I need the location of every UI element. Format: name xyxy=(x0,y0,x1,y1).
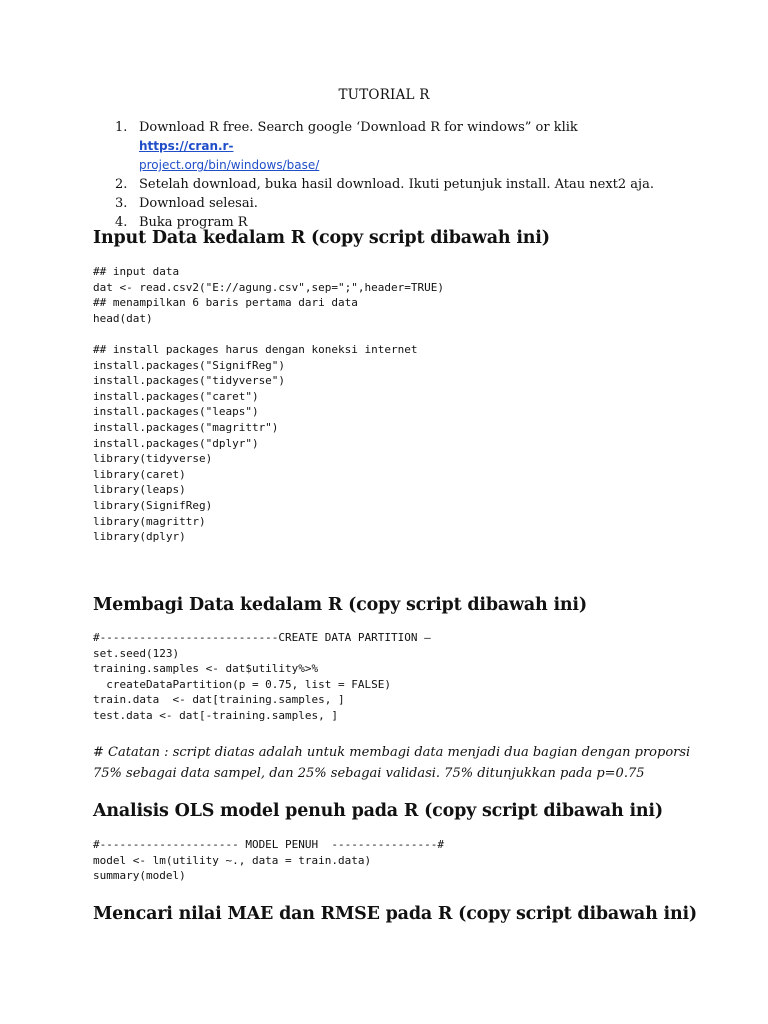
section-heading-ols: Analisis OLS model penuh pada R (copy script dibawah ini) xyxy=(93,801,663,821)
list-number: 2. xyxy=(115,177,128,192)
section-heading-input-data: Input Data kedalam R (copy script dibawah ini) xyxy=(93,228,550,248)
list-item xyxy=(115,175,675,194)
step-text: Buka program R xyxy=(139,215,248,230)
list-item xyxy=(115,118,675,175)
list-number: 4. xyxy=(115,215,128,230)
list-number: 3. xyxy=(115,196,128,211)
step-text: Setelah download, buka hasil download. Ikuti petunjuk install. Atau next2 aja. xyxy=(139,177,654,192)
step-text: Download selesai. xyxy=(139,196,258,211)
list-number: 1. xyxy=(115,120,128,135)
install-steps-list xyxy=(115,118,675,232)
code-block-partition: #---------------------------CREATE DATA PARTITION – set.seed(123) training.samples <- dat$utility%>% createDataPartition(p = 0.75, list = FALSE) train.data <- dat[training.samples, ] test.data <- dat[-training.samples, ] xyxy=(93,631,431,722)
cran-link[interactable]: https://cran.r- xyxy=(139,139,234,153)
section-heading-mae-rmse: Mencari nilai MAE dan RMSE pada R (copy script dibawah ini) xyxy=(93,904,697,924)
partition-note: # Catatan : script diatas adalah untuk membagi data menjadi dua bagian dengan proporsi 75% sebagai data sampel, dan 25% sebagai validasi. 75% ditunjukkan pada p=0.75 xyxy=(93,745,691,781)
section-heading-partition: Membagi Data kedalam R (copy script dibawah ini) xyxy=(93,595,587,615)
page-title: TUTORIAL R xyxy=(338,87,430,103)
code-block-input-data: ## input data dat <- read.csv2("E://agung.csv",sep=";",header=TRUE) ## menampilkan 6 baris pertama dari data head(dat) ## install packages harus dengan koneksi internet install.packages("SignifReg") install.packages("tidyverse") install.packages("caret") install.packages("leaps") install.packages("magrittr") install.packages("dplyr") library(tidyverse) library(caret) library(leaps) library(SignifReg) library(magrittr) library(dplyr) xyxy=(93,265,444,544)
code-block-ols: #--------------------- MODEL PENUH ----------------# model <- lm(utility ~., data = train.data) summary(model) xyxy=(93,838,444,883)
cran-link-continued[interactable]: project.org/bin/windows/base/ xyxy=(139,158,320,172)
list-item xyxy=(115,194,675,213)
step-text: Download R free. Search google ‘Download R for windows” or klik xyxy=(139,120,578,135)
